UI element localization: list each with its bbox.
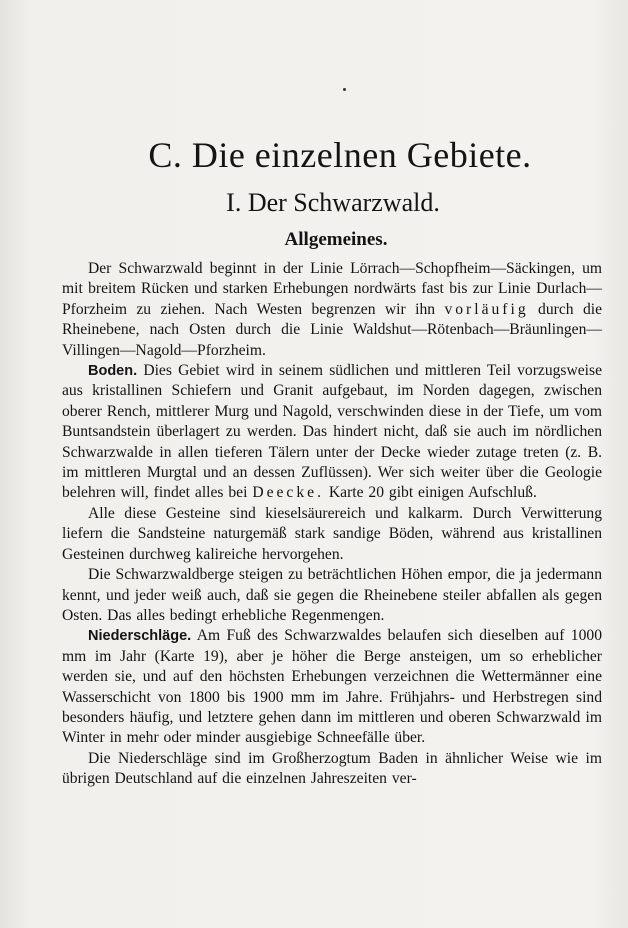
subsection-title: Allgemeines. [284,229,388,250]
body-text [62,259,602,790]
paragraph-niederschlaege [62,626,602,748]
author-deecke: Deecke. [252,484,324,502]
boden-text-b: Karte 20 gibt einigen Aufschluß. [323,484,537,502]
paragraph-berge: Die Schwarzwaldberge steigen zu beträchtlichen Höhen empor, die ja jedermann kennt, und jeder weiß auch, daß sie gegen die Rheinebene steiler abfallen als gegen Osten. Das alles bedingt erhebliche Regenmengen. [62,566,602,624]
print-speck [343,88,346,91]
intro-text-a: Der Schwarzwald beginnt in der Linie Lörrach—Schopfheim—Säckingen, um mit breitem Rücken und starken Erhebungen nordwärts fast bis zur Linie Durlach—Pforzheim zu ziehen. Nach Westen begrenzen wir ihn [62,260,602,318]
section-title: I. Der Schwarzwald. [226,188,440,217]
paragraph-intro [62,259,602,361]
runin-heading-niederschlaege: Niederschläge. [88,628,192,645]
paragraph-gesteine: Alle diese Gesteine sind kieselsäurereich und kalkarm. Durch Verwitterung liefern die Sandsteine naturgemäß stark sandige Böden, während aus kristallinen Gesteinen durchweg kalireiche hervorgehen. [62,504,602,563]
runin-heading-boden: Boden. [88,363,138,380]
niederschlaege-text: Am Fuß des Schwarzwaldes belaufen sich dieselben auf 1000 mm im Jahr (Karte 19), aber je höher die Berge ansteigen, um so erheblicher werden sie, und auf den höchsten Erhebungen verzeichnen die Wettermänner eine Wasserschicht von 1800 bis 1900 mm im Jahre. Frühjahrs- und Herbstregen sind besonders häufig, und letztere gehen dann im mittleren und oberen Schwarzwald im Winter in mehr oder minder ausgiebige Schneefälle über. [62,627,602,747]
paragraph-jahreszeiten: Die Niederschläge sind im Großherzogtum Baden in ähnlicher Weise wie im übrigen Deutschland auf die einzelnen Jahreszeiten ver- [62,749,602,788]
chapter-title: C. Die einzelnen Gebiete. [148,135,532,175]
boden-text-a: Dies Gebiet wird in seinem südlichen und mittleren Teil vorzugsweise aus kristallinen Schiefern und Granit aufgebaut, im Norden dagegen, zwischen oberer Rench, mittlerer Murg und Nagold, verschwinden diese in der Tiefe, um vom Buntsandstein überlagert zu werden. Das hindert nicht, daß sie auch im nördlichen Schwarzwalde in allen tieferen Tälern unter der Decke wieder zutage treten (z. B. im mittleren Murgtal und an dessen Zuflüssen). Wer sich weiter über die Geologie belehren will, findet alles bei [62,362,602,502]
intro-text-b: durch die Rheinebene, nach Osten durch die Linie Waldshut—Rötenbach—Bräunlingen—Villingen—Nagold—Pforzheim. [62,300,602,359]
emphasis-vorlaeufig: vorläufig [444,300,529,318]
paragraph-boden [62,361,602,504]
